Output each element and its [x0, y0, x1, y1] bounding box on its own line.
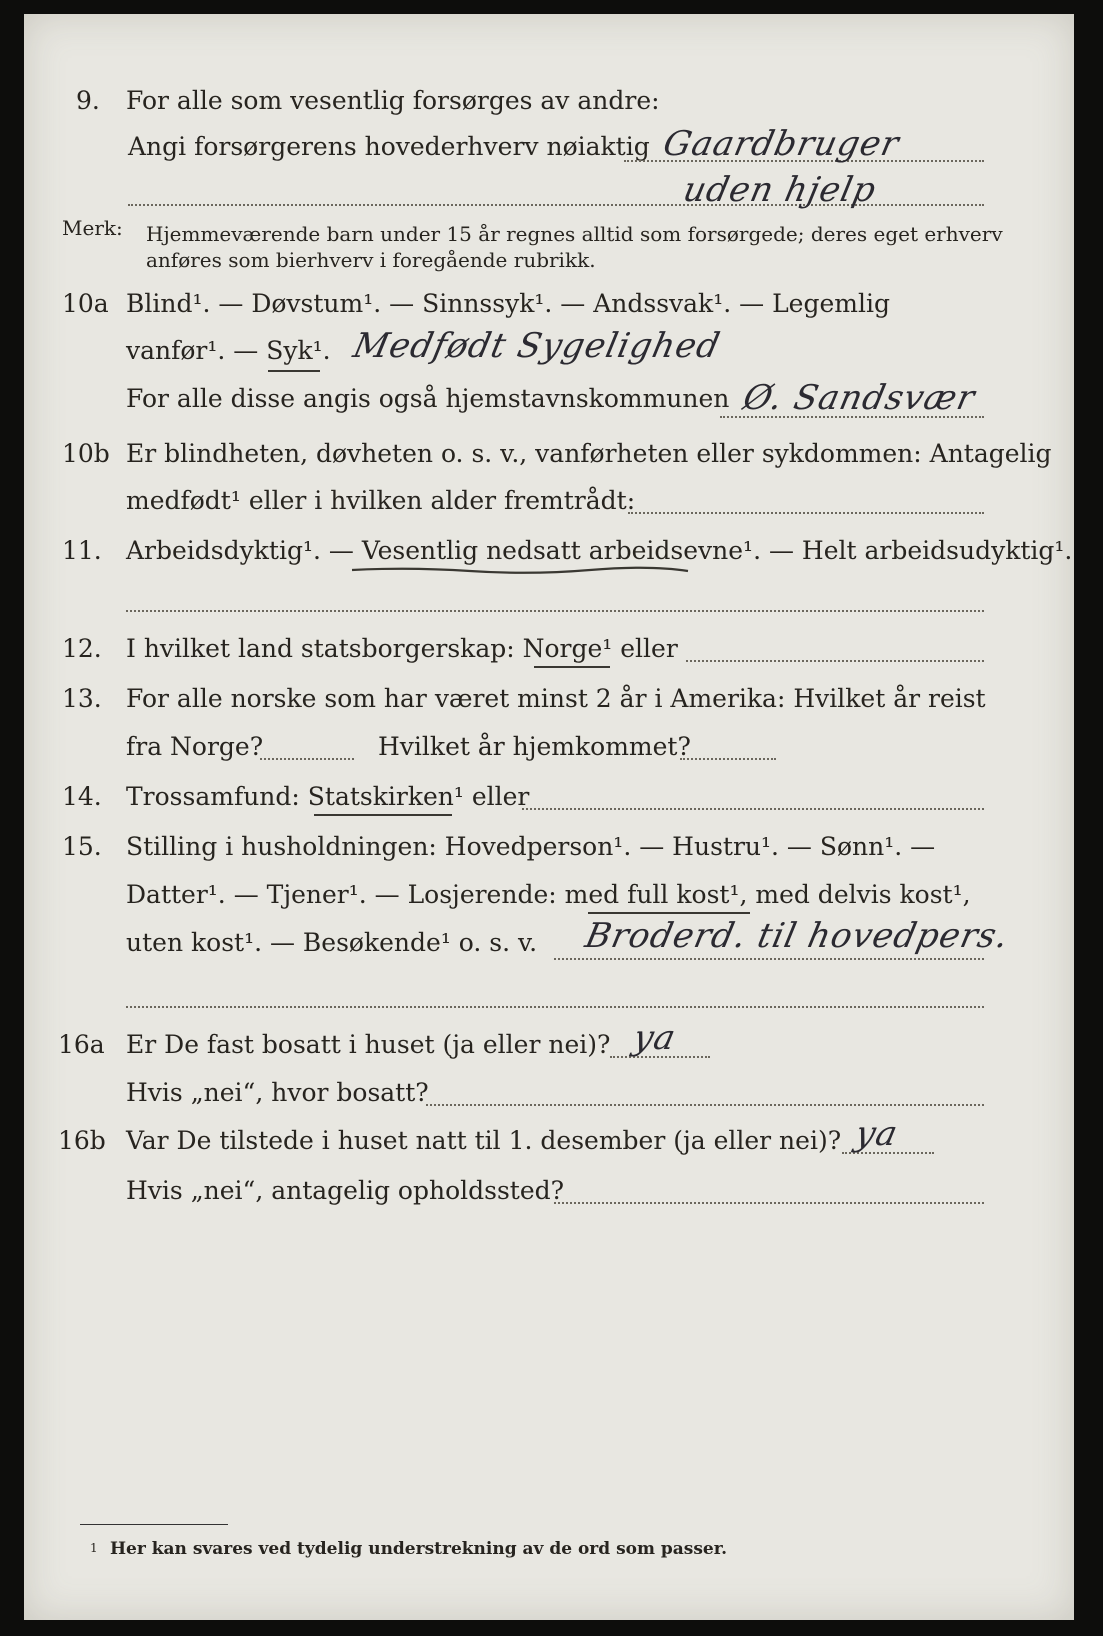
q15-answer-line	[554, 958, 984, 960]
q14-number: 14.	[62, 782, 102, 811]
q10b-number: 10b	[62, 439, 110, 468]
merk-label: Merk:	[62, 216, 123, 240]
footnote-rule	[80, 1524, 228, 1525]
merk-line1: Hjemmeværende barn under 15 år regnes alltid som forsørgede; deres eget erhverv	[146, 222, 1003, 246]
q13-reist-line	[260, 758, 354, 760]
q16b-line1: Var De tilstede i huset natt til 1. desember (ja eller nei)?	[126, 1126, 842, 1155]
q16a-answer: ya	[629, 1018, 680, 1058]
q11-number: 11.	[62, 536, 102, 565]
q10a-answer: Medfødt Sygelighed	[349, 326, 724, 366]
census-form-page	[24, 14, 1074, 1620]
q10a-number: 10a	[62, 289, 109, 318]
q9-answer2: uden hjelp	[679, 170, 880, 210]
q13-line2b: Hvilket år hjemkommet?	[378, 732, 691, 761]
q12-text: I hvilket land statsborgerskap: Norge¹ eller	[126, 634, 678, 663]
q16b-opholdssted-line	[554, 1202, 984, 1204]
q13-line2a: fra Norge?	[126, 732, 264, 761]
q16b-answer: ya	[851, 1114, 902, 1154]
footnote-mark: 1	[90, 1541, 98, 1555]
q11-underline	[350, 566, 690, 574]
q10a-line3: For alle disse angis også hjemstavnskommunen	[126, 384, 730, 413]
q9-number: 9.	[76, 86, 100, 115]
q16a-line2: Hvis „nei“, hvor bosatt?	[126, 1078, 429, 1107]
q14-statskirken-underline	[314, 814, 452, 816]
q12-number: 12.	[62, 634, 102, 663]
q9-line1: For alle som vesentlig forsørges av andre:	[126, 86, 660, 115]
q9-line2: Angi forsørgerens hovederhverv nøiaktig	[128, 132, 650, 161]
q10a-syk-underline	[268, 370, 320, 372]
q16b-line2: Hvis „nei“, antagelig opholdssted?	[126, 1176, 565, 1205]
q10a-line1: Blind¹. — Døvstum¹. — Sinnssyk¹. — Andssvak¹. — Legemlig	[126, 289, 890, 318]
q13-number: 13.	[62, 684, 102, 713]
q10b-line2: medfødt¹ eller i hvilken alder fremtrådt:	[126, 486, 636, 515]
q15-extra-line	[126, 1006, 984, 1008]
q15-answer: Broderd. til hovedpers.	[581, 916, 1013, 956]
q15-full-kost-underline	[588, 912, 750, 914]
q15-number: 15.	[62, 832, 102, 861]
q15-line3: uten kost¹. — Besøkende¹ o. s. v.	[126, 928, 538, 957]
q11-extra-line	[126, 610, 984, 612]
q12-answer-line	[686, 660, 984, 662]
q16a-bosatt-line	[426, 1104, 984, 1106]
q13-hjemkommet-line	[680, 758, 776, 760]
q10a-answer3: Ø. Sandsvær	[739, 378, 979, 418]
footnote-text: Her kan svares ved tydelig understrekning av de ord som passer.	[110, 1539, 728, 1559]
q15-line2: Datter¹. — Tjener¹. — Losjerende: med full kost¹, med delvis kost¹,	[126, 880, 971, 909]
q10b-line1: Er blindheten, døvheten o. s. v., vanførheten eller sykdommen: Antagelig	[126, 439, 1052, 468]
q10b-answer-line	[628, 512, 984, 514]
q16a-number: 16a	[58, 1030, 105, 1059]
q14-text: Trossamfund: Statskirken¹ eller	[126, 782, 530, 811]
q13-line1: For alle norske som har været minst 2 år i Amerika: Hvilket år reist	[126, 684, 986, 713]
q12-norge-underline	[534, 666, 610, 668]
q15-line1: Stilling i husholdningen: Hovedperson¹. — Hustru¹. — Sønn¹. —	[126, 832, 936, 861]
merk-line2: anføres som bierhverv i foregående rubrikk.	[146, 248, 596, 272]
q11-text: Arbeidsdyktig¹. — Vesentlig nedsatt arbeidsevne¹. — Helt arbeidsudyktig¹.	[126, 536, 1073, 565]
q14-answer-line	[522, 808, 984, 810]
q16a-line1: Er De fast bosatt i huset (ja eller nei)?	[126, 1030, 611, 1059]
q10a-line2: vanfør¹. — Syk¹.	[126, 336, 331, 365]
q9-answer1: Gaardbruger	[659, 124, 904, 164]
q16b-number: 16b	[58, 1126, 106, 1155]
